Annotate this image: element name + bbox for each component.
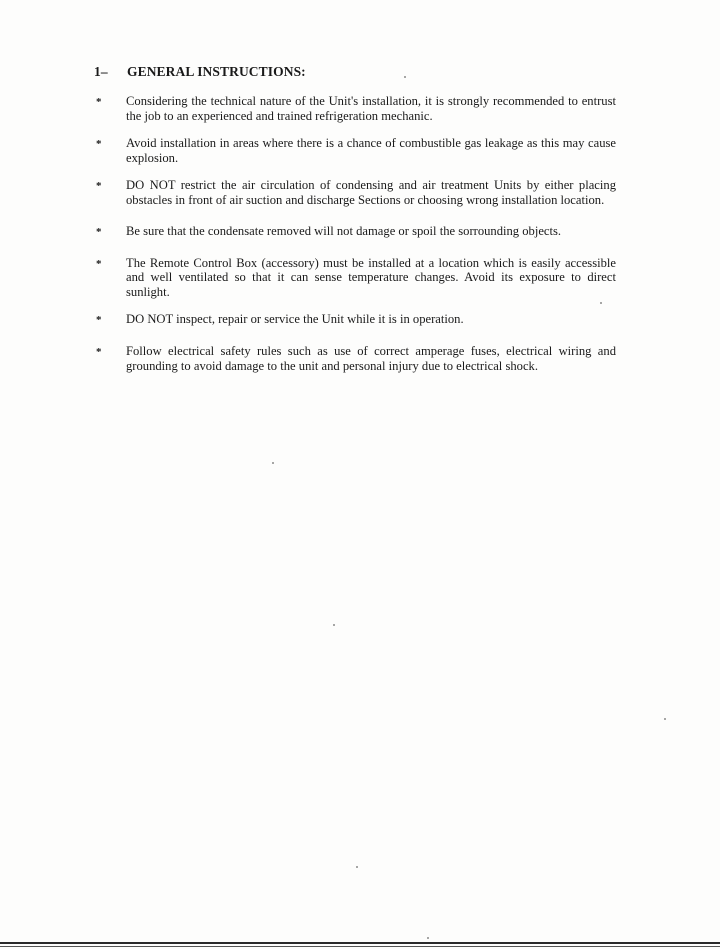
instruction-text: Considering the technical nature of the Unit's installation, it is strongly recommended to entrust the job to an experienced and trained refrigeration mechanic. — [126, 94, 616, 123]
scan-speck — [664, 718, 666, 720]
scan-speck — [404, 76, 406, 78]
instruction-text: Be sure that the condensate removed will not damage or spoil the sorrounding objects. — [126, 223, 562, 238]
bullet-marker: * — [96, 314, 102, 327]
instruction-item — [96, 224, 616, 240]
instruction-text: DO NOT inspect, repair or service the Unit while it is in operation. — [126, 312, 464, 327]
scan-speck — [356, 866, 358, 868]
instruction-text: Follow electrical safety rules such as use of correct amperage fuses, electrical wiring and grounding to avoid damage to the unit and personal injury due to electrical shock. — [126, 344, 616, 373]
instruction-list — [96, 94, 616, 387]
instruction-item — [96, 256, 616, 300]
scan-speck — [272, 462, 274, 464]
bullet-marker: * — [96, 180, 102, 193]
instruction-item — [96, 94, 616, 123]
bullet-marker: * — [96, 96, 102, 108]
bullet-marker: * — [96, 138, 102, 151]
bullet-marker: * — [96, 257, 102, 270]
instruction-text: Avoid installation in areas where there is a chance of combustible gas leakage as this may cause explosion. — [126, 136, 616, 165]
scan-speck — [333, 624, 335, 626]
section-heading — [94, 64, 306, 80]
bottom-border-thin — [0, 946, 720, 947]
instruction-text: DO NOT restrict the air circulation of condensing and air treatment Units by either placing obstacles in front of air suction and discharge Sections or choosing wrong installation location. — [126, 178, 616, 207]
instruction-item — [96, 312, 616, 328]
section-number: 1– — [94, 64, 108, 79]
instruction-item — [96, 178, 616, 207]
scan-speck — [427, 937, 429, 939]
scan-speck — [600, 302, 602, 304]
instruction-item — [96, 136, 616, 165]
instruction-text: The Remote Control Box (accessory) must be installed at a location which is easily accessible and well ventilated so that it can sense temperature changes. Avoid its exposure to direct sunlight. — [126, 255, 616, 299]
bullet-marker: * — [96, 346, 102, 359]
section-title: GENERAL INSTRUCTIONS: — [127, 64, 306, 79]
bottom-border — [0, 942, 720, 944]
instruction-item — [96, 344, 616, 373]
bullet-marker: * — [96, 225, 102, 238]
